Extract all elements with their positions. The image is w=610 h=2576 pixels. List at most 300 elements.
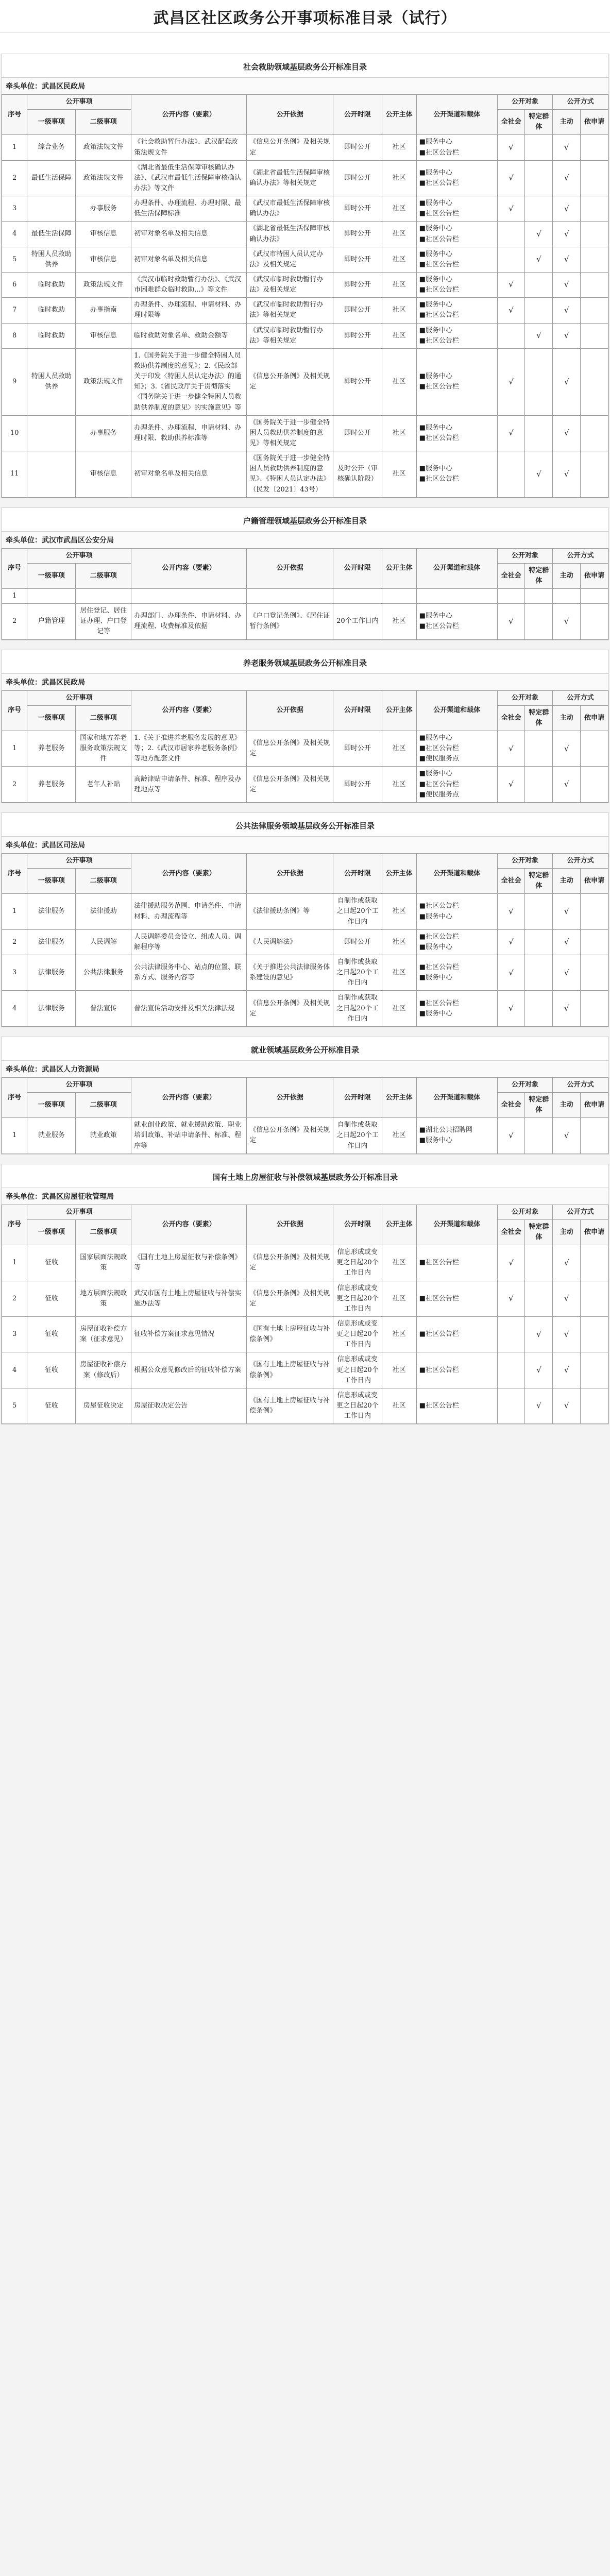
cell-channel [416, 589, 497, 604]
header-method: 公开方式 [553, 853, 608, 868]
header-basis: 公开依据 [247, 95, 333, 135]
header-level1: 一级事项 [27, 563, 76, 588]
header-target-all: 全社会 [497, 1093, 525, 1118]
cell-target-specific: √ [525, 451, 553, 498]
cell-seq: 6 [2, 272, 27, 297]
cell-content: 临时救助对象名单、救助金额等 [131, 323, 247, 348]
cell-subject: 社区 [382, 348, 416, 415]
header-time: 公开时限 [333, 1077, 382, 1117]
table-row [2, 451, 608, 498]
header-method: 公开方式 [553, 95, 608, 110]
cell-target-all: √ [497, 767, 525, 802]
cell-method-active: √ [553, 955, 581, 991]
header-basis: 公开依据 [247, 548, 333, 588]
header-target: 公开对象 [497, 853, 553, 868]
header-level1: 一级事项 [27, 1219, 76, 1245]
header-target-all: 全社会 [497, 110, 525, 135]
table-row [2, 604, 608, 639]
cell-level2: 国家层面法规政策 [76, 1245, 131, 1281]
cell-seq: 2 [2, 767, 27, 802]
table-row [2, 247, 608, 272]
section-title: 国有土地上房屋征收与补偿领域基层政务公开标准目录 [212, 1172, 398, 1182]
table-row [2, 1281, 608, 1316]
cell-content: 人民调解委员会设立、组成人员、调解程序等 [131, 929, 247, 955]
lead-unit: 牵头单位：武昌区人力资源局 [2, 1060, 608, 1077]
table-row [2, 298, 608, 323]
cell-method-apply [581, 1388, 608, 1423]
cell-target-all: √ [497, 894, 525, 929]
cell-target-specific: √ [525, 247, 553, 272]
header-level1: 一级事项 [27, 705, 76, 731]
standard-catalog-table [2, 1077, 608, 1154]
cell-method-apply [581, 991, 608, 1026]
table-row [2, 991, 608, 1026]
cell-target-specific [525, 415, 553, 451]
table-row [2, 589, 608, 604]
cell-target-all: √ [497, 1281, 525, 1316]
header-subject: 公开主体 [382, 853, 416, 893]
cell-basis: 《国有土地上房屋征收与补偿条例》 [247, 1388, 333, 1423]
cell-seq: 5 [2, 247, 27, 272]
cell-level2: 审核信息 [76, 451, 131, 498]
cell-seq: 7 [2, 298, 27, 323]
header-target-specific: 特定群体 [525, 1093, 553, 1118]
cell-content: 办理条件、办理流程、办理时限、最低生活保障标准 [131, 196, 247, 222]
cell-seq: 2 [2, 160, 27, 196]
cell-level1: 征收 [27, 1352, 76, 1388]
cell-method-active: √ [553, 731, 581, 767]
section [1, 1037, 609, 1155]
cell-method-apply [581, 1245, 608, 1281]
header-subject: 公开主体 [382, 548, 416, 588]
cell-time: 自制作或获取之日起20个工作日内 [333, 991, 382, 1026]
header-category: 公开事项 [27, 95, 131, 110]
cell-time: 即时公开 [333, 767, 382, 802]
section [1, 54, 609, 498]
cell-level1: 特困人员救助供养 [27, 348, 76, 415]
cell-level2: 审核信息 [76, 323, 131, 348]
cell-method-active: √ [553, 991, 581, 1026]
cell-content: 公共法律服务中心、站点的位置、联系方式、服务内容等 [131, 955, 247, 991]
cell-level2: 法律援助 [76, 894, 131, 929]
section [1, 1164, 609, 1425]
cell-content: 1.《国务院关于进一步健全特困人员救助供养制度的意见》；2.《民政部关于印发〈特困人员认定办法〉的通知》；3.《省民政厅关于贯彻落实〈国务院关于进一步健全特困人员救助供养制度的意见〉的实施意见》等 [131, 348, 247, 415]
lead-unit: 牵头单位：武昌区民政局 [2, 673, 608, 690]
header-content: 公开内容（要素） [131, 690, 247, 731]
cell-target-all: √ [497, 731, 525, 767]
cell-content: 1.《关于推进养老服务发展的意见》等；2.《武汉市居家养老服务条例》等地方配套文件 [131, 731, 247, 767]
cell-level1: 最低生活保障 [27, 160, 76, 196]
cell-time: 自制作或获取之日起20个工作日内 [333, 894, 382, 929]
cell-content: 就业创业政策、就业援助政策、职业培训政策、补贴申请条件、标准、程序等 [131, 1118, 247, 1154]
cell-target-all: √ [497, 955, 525, 991]
cell-subject: 社区 [382, 415, 416, 451]
cell-seq: 8 [2, 323, 27, 348]
table-row [2, 135, 608, 160]
cell-target-specific: √ [525, 222, 553, 247]
cell-basis: 《湖北省最低生活保障审核确认办法》 [247, 222, 333, 247]
cell-method-active [553, 589, 581, 604]
cell-target-specific: √ [525, 1388, 553, 1423]
header-row [2, 1077, 608, 1092]
cell-level2: 居住登记、居住证办理、户口登记等 [76, 604, 131, 639]
cell-channel: ■服务中心 ■社区公告栏 [416, 247, 497, 272]
table-row [2, 1118, 608, 1154]
cell-basis: 《信息公开条例》及相关规定 [247, 348, 333, 415]
header-level2: 二级事项 [76, 563, 131, 588]
cell-content: 办理条件、办理流程、申请材料、办理时限等 [131, 298, 247, 323]
cell-seq: 4 [2, 222, 27, 247]
cell-subject: 社区 [382, 1245, 416, 1281]
cell-method-apply [581, 135, 608, 160]
header-content: 公开内容（要素） [131, 853, 247, 893]
header-channel: 公开渠道和载体 [416, 95, 497, 135]
cell-target-specific [525, 348, 553, 415]
cell-basis: 《信息公开条例》及相关规定 [247, 731, 333, 767]
table-row [2, 894, 608, 929]
cell-basis: 《武汉市特困人员认定办法》及相关规定 [247, 247, 333, 272]
header-category: 公开事项 [27, 690, 131, 705]
cell-time: 即时公开 [333, 222, 382, 247]
table-row [2, 272, 608, 297]
cell-time: 即时公开 [333, 731, 382, 767]
cell-channel: ■社区公告栏 ■服务中心 [416, 955, 497, 991]
table-row [2, 1245, 608, 1281]
cell-target-specific [525, 589, 553, 604]
cell-basis: 《国有土地上房屋征收与补偿条例》 [247, 1316, 333, 1352]
cell-channel: ■社区公告栏 [416, 1352, 497, 1388]
cell-target-specific [525, 604, 553, 639]
cell-method-active: √ [553, 272, 581, 297]
cell-time: 信息形成或变更之日起20个工作日内 [333, 1281, 382, 1316]
lead-unit: 牵头单位：武昌区民政局 [2, 77, 608, 94]
cell-target-all [497, 222, 525, 247]
cell-level2: 房屋征收决定 [76, 1388, 131, 1423]
header-method-apply: 依申请 [581, 869, 608, 894]
cell-level1: 养老服务 [27, 731, 76, 767]
cell-method-apply [581, 247, 608, 272]
cell-method-active: √ [553, 1245, 581, 1281]
cell-level1: 户籍管理 [27, 604, 76, 639]
cell-subject: 社区 [382, 991, 416, 1026]
header-target-specific: 特定群体 [525, 869, 553, 894]
cell-content: 根据公众意见修改后的征收补偿方案 [131, 1352, 247, 1388]
cell-method-apply [581, 323, 608, 348]
header-row [2, 1205, 608, 1219]
cell-level1: 法律服务 [27, 955, 76, 991]
cell-target-specific [525, 991, 553, 1026]
cell-level1: 特困人员救助供养 [27, 247, 76, 272]
cell-content: 《社会救助暂行办法》、武汉配套政策法规文件 [131, 135, 247, 160]
cell-level1: 最低生活保障 [27, 222, 76, 247]
cell-target-all [497, 1316, 525, 1352]
header-row [2, 95, 608, 110]
section-title: 养老服务领域基层政务公开标准目录 [243, 658, 367, 668]
cell-subject: 社区 [382, 1281, 416, 1316]
cell-target-all: √ [497, 1245, 525, 1281]
cell-target-specific [525, 298, 553, 323]
lead-unit: 牵头单位：武昌区司法局 [2, 836, 608, 853]
cell-channel: ■服务中心 ■社区公告栏 [416, 160, 497, 196]
cell-time [333, 589, 382, 604]
table-row [2, 1352, 608, 1388]
section [1, 507, 609, 640]
header-subject: 公开主体 [382, 1205, 416, 1245]
header-method-active: 主动 [553, 1219, 581, 1245]
cell-basis: 《信息公开条例》及相关规定 [247, 1245, 333, 1281]
cell-time: 及时公开（审核确认阶段） [333, 451, 382, 498]
cell-channel: ■服务中心 ■社区公告栏 [416, 604, 497, 639]
cell-time: 信息形成或变更之日起20个工作日内 [333, 1245, 382, 1281]
cell-method-active: √ [553, 1316, 581, 1352]
header-basis: 公开依据 [247, 1077, 333, 1117]
cell-subject: 社区 [382, 955, 416, 991]
cell-level1: 征收 [27, 1281, 76, 1316]
spacer [0, 33, 610, 54]
cell-subject: 社区 [382, 1352, 416, 1388]
header-basis: 公开依据 [247, 853, 333, 893]
section [1, 812, 609, 1027]
cell-target-all [497, 323, 525, 348]
cell-level1 [27, 589, 76, 604]
header-target-all: 全社会 [497, 563, 525, 588]
cell-level2 [76, 589, 131, 604]
cell-seq: 2 [2, 1281, 27, 1316]
cell-level2: 公共法律服务 [76, 955, 131, 991]
cell-method-active: √ [553, 451, 581, 498]
page-title: 武昌区社区政务公开事项标准目录（试行） [0, 0, 610, 33]
header-subject: 公开主体 [382, 95, 416, 135]
cell-channel: ■服务中心 ■社区公告栏 [416, 135, 497, 160]
header-basis: 公开依据 [247, 690, 333, 731]
cell-seq: 1 [2, 1245, 27, 1281]
cell-level1: 临时救助 [27, 272, 76, 297]
cell-channel: ■湖北公共招聘网 ■服务中心 [416, 1118, 497, 1154]
header-seq: 序号 [2, 1077, 27, 1117]
cell-method-active: √ [553, 1352, 581, 1388]
cell-subject: 社区 [382, 323, 416, 348]
cell-target-all: √ [497, 415, 525, 451]
cell-seq: 9 [2, 348, 27, 415]
cell-target-specific [525, 196, 553, 222]
cell-basis: 《武汉市最低生活保障审核确认办法》 [247, 196, 333, 222]
cell-basis: 《信息公开条例》及相关规定 [247, 767, 333, 802]
cell-content: 办理条件、办理流程、申请材料、办理时限、救助供养标准等 [131, 415, 247, 451]
cell-level2: 人民调解 [76, 929, 131, 955]
cell-time: 即时公开 [333, 272, 382, 297]
cell-seq: 3 [2, 1316, 27, 1352]
cell-target-specific [525, 1118, 553, 1154]
section-title: 公共法律服务领域基层政务公开标准目录 [235, 821, 375, 831]
cell-method-apply [581, 222, 608, 247]
cell-target-all [497, 247, 525, 272]
sections-container [0, 54, 610, 1425]
cell-channel: ■服务中心 ■社区公告栏 ■便民服务点 [416, 767, 497, 802]
header-method-active: 主动 [553, 563, 581, 588]
cell-method-active: √ [553, 1388, 581, 1423]
cell-target-specific [525, 731, 553, 767]
cell-content: 高龄津贴申请条件、标准、程序及办理地点等 [131, 767, 247, 802]
cell-basis: 《信息公开条例》及相关规定 [247, 1118, 333, 1154]
cell-level1: 法律服务 [27, 929, 76, 955]
cell-subject: 社区 [382, 1316, 416, 1352]
cell-channel: ■服务中心 ■社区公告栏 ■便民服务点 [416, 731, 497, 767]
cell-seq: 11 [2, 451, 27, 498]
cell-method-active: √ [553, 222, 581, 247]
cell-content: 初审对象名单及相关信息 [131, 222, 247, 247]
header-target-all: 全社会 [497, 869, 525, 894]
cell-time: 信息形成或变更之日起20个工作日内 [333, 1352, 382, 1388]
cell-method-apply [581, 929, 608, 955]
cell-level1: 征收 [27, 1388, 76, 1423]
standard-catalog-table [2, 94, 608, 498]
cell-level2: 办事服务 [76, 415, 131, 451]
cell-method-apply [581, 1118, 608, 1154]
cell-target-specific [525, 1281, 553, 1316]
cell-subject: 社区 [382, 298, 416, 323]
cell-level2: 政策法规文件 [76, 348, 131, 415]
cell-seq: 2 [2, 604, 27, 639]
table-row [2, 1388, 608, 1423]
cell-level2: 政策法规文件 [76, 272, 131, 297]
cell-content: 初审对象名单及相关信息 [131, 451, 247, 498]
header-method: 公开方式 [553, 1077, 608, 1092]
header-category: 公开事项 [27, 1077, 131, 1092]
cell-target-specific [525, 1245, 553, 1281]
header-seq: 序号 [2, 548, 27, 588]
cell-seq: 4 [2, 1352, 27, 1388]
cell-subject: 社区 [382, 272, 416, 297]
cell-channel: ■服务中心 ■社区公告栏 [416, 348, 497, 415]
cell-target-all: √ [497, 604, 525, 639]
cell-seq: 1 [2, 135, 27, 160]
header-content: 公开内容（要素） [131, 1205, 247, 1245]
cell-target-specific [525, 160, 553, 196]
cell-basis [247, 589, 333, 604]
header-target-specific: 特定群体 [525, 705, 553, 731]
cell-basis: 《武汉市临时救助暂行办法》及相关规定 [247, 272, 333, 297]
cell-level2: 房屋征收补偿方案（征求意见） [76, 1316, 131, 1352]
header-method-active: 主动 [553, 705, 581, 731]
cell-target-all [497, 1352, 525, 1388]
header-target: 公开对象 [497, 1077, 553, 1092]
cell-level2: 国家和地方养老服务政策法规文件 [76, 731, 131, 767]
cell-subject [382, 589, 416, 604]
cell-channel: ■社区公告栏 ■服务中心 [416, 991, 497, 1026]
cell-level1: 征收 [27, 1245, 76, 1281]
cell-level2: 政策法规文件 [76, 160, 131, 196]
cell-target-specific: √ [525, 1316, 553, 1352]
cell-target-all: √ [497, 196, 525, 222]
cell-method-apply [581, 272, 608, 297]
header-level2: 二级事项 [76, 110, 131, 135]
cell-seq: 10 [2, 415, 27, 451]
cell-basis: 《国有土地上房屋征收与补偿条例》 [247, 1352, 333, 1388]
cell-level1 [27, 415, 76, 451]
cell-level2: 审核信息 [76, 222, 131, 247]
header-method-apply: 依申请 [581, 1219, 608, 1245]
cell-target-all: √ [497, 991, 525, 1026]
cell-channel: ■服务中心 ■社区公告栏 [416, 196, 497, 222]
cell-subject: 社区 [382, 135, 416, 160]
cell-method-active: √ [553, 929, 581, 955]
cell-time: 即时公开 [333, 929, 382, 955]
cell-method-apply [581, 955, 608, 991]
header-channel: 公开渠道和载体 [416, 690, 497, 731]
header-time: 公开时限 [333, 690, 382, 731]
cell-level2: 办事指南 [76, 298, 131, 323]
cell-method-active: √ [553, 323, 581, 348]
header-content: 公开内容（要素） [131, 548, 247, 588]
cell-subject: 社区 [382, 451, 416, 498]
cell-time: 即时公开 [333, 298, 382, 323]
cell-time: 信息形成或变更之日起20个工作日内 [333, 1316, 382, 1352]
cell-time: 自制作或获取之日起20个工作日内 [333, 955, 382, 991]
cell-channel: ■社区公告栏 [416, 1388, 497, 1423]
table-row [2, 222, 608, 247]
cell-target-all [497, 589, 525, 604]
header-level1: 一级事项 [27, 869, 76, 894]
cell-seq: 3 [2, 196, 27, 222]
cell-seq: 1 [2, 731, 27, 767]
cell-target-all: √ [497, 272, 525, 297]
cell-seq: 4 [2, 991, 27, 1026]
cell-time: 即时公开 [333, 247, 382, 272]
header-time: 公开时限 [333, 95, 382, 135]
cell-content: 征收补偿方案征求意见情况 [131, 1316, 247, 1352]
cell-method-apply [581, 160, 608, 196]
cell-content: 初审对象名单及相关信息 [131, 247, 247, 272]
cell-method-apply [581, 767, 608, 802]
header-target-specific: 特定群体 [525, 110, 553, 135]
cell-basis: 《武汉市临时救助暂行办法》等相关规定 [247, 298, 333, 323]
cell-channel: ■社区公告栏 [416, 1316, 497, 1352]
cell-subject: 社区 [382, 247, 416, 272]
cell-target-specific [525, 929, 553, 955]
cell-time: 即时公开 [333, 196, 382, 222]
cell-content [131, 589, 247, 604]
table-row [2, 929, 608, 955]
cell-method-apply [581, 731, 608, 767]
cell-level1 [27, 196, 76, 222]
header-method: 公开方式 [553, 1205, 608, 1219]
cell-channel: ■服务中心 ■社区公告栏 [416, 298, 497, 323]
cell-subject: 社区 [382, 929, 416, 955]
cell-content: 《武汉市临时救助暂行办法》、《武汉市困难群众临时救助...》等文件 [131, 272, 247, 297]
cell-target-all: √ [497, 929, 525, 955]
cell-method-apply [581, 348, 608, 415]
cell-time: 即时公开 [333, 160, 382, 196]
cell-target-all: √ [497, 348, 525, 415]
header-level1: 一级事项 [27, 110, 76, 135]
header-target: 公开对象 [497, 690, 553, 705]
standard-catalog-table [2, 853, 608, 1027]
cell-method-apply [581, 1316, 608, 1352]
header-seq: 序号 [2, 690, 27, 731]
header-level2: 二级事项 [76, 1093, 131, 1118]
cell-content: 法律援助服务范围、申请条件、申请材料、办理流程等 [131, 894, 247, 929]
cell-level2: 房屋征收补偿方案（修改后） [76, 1352, 131, 1388]
cell-time: 即时公开 [333, 415, 382, 451]
header-target: 公开对象 [497, 548, 553, 563]
header-category: 公开事项 [27, 548, 131, 563]
header-method-active: 主动 [553, 1093, 581, 1118]
standard-catalog-table [2, 548, 608, 640]
cell-method-apply [581, 298, 608, 323]
header-seq: 序号 [2, 853, 27, 893]
header-target-specific: 特定群体 [525, 1219, 553, 1245]
cell-method-apply [581, 1281, 608, 1316]
